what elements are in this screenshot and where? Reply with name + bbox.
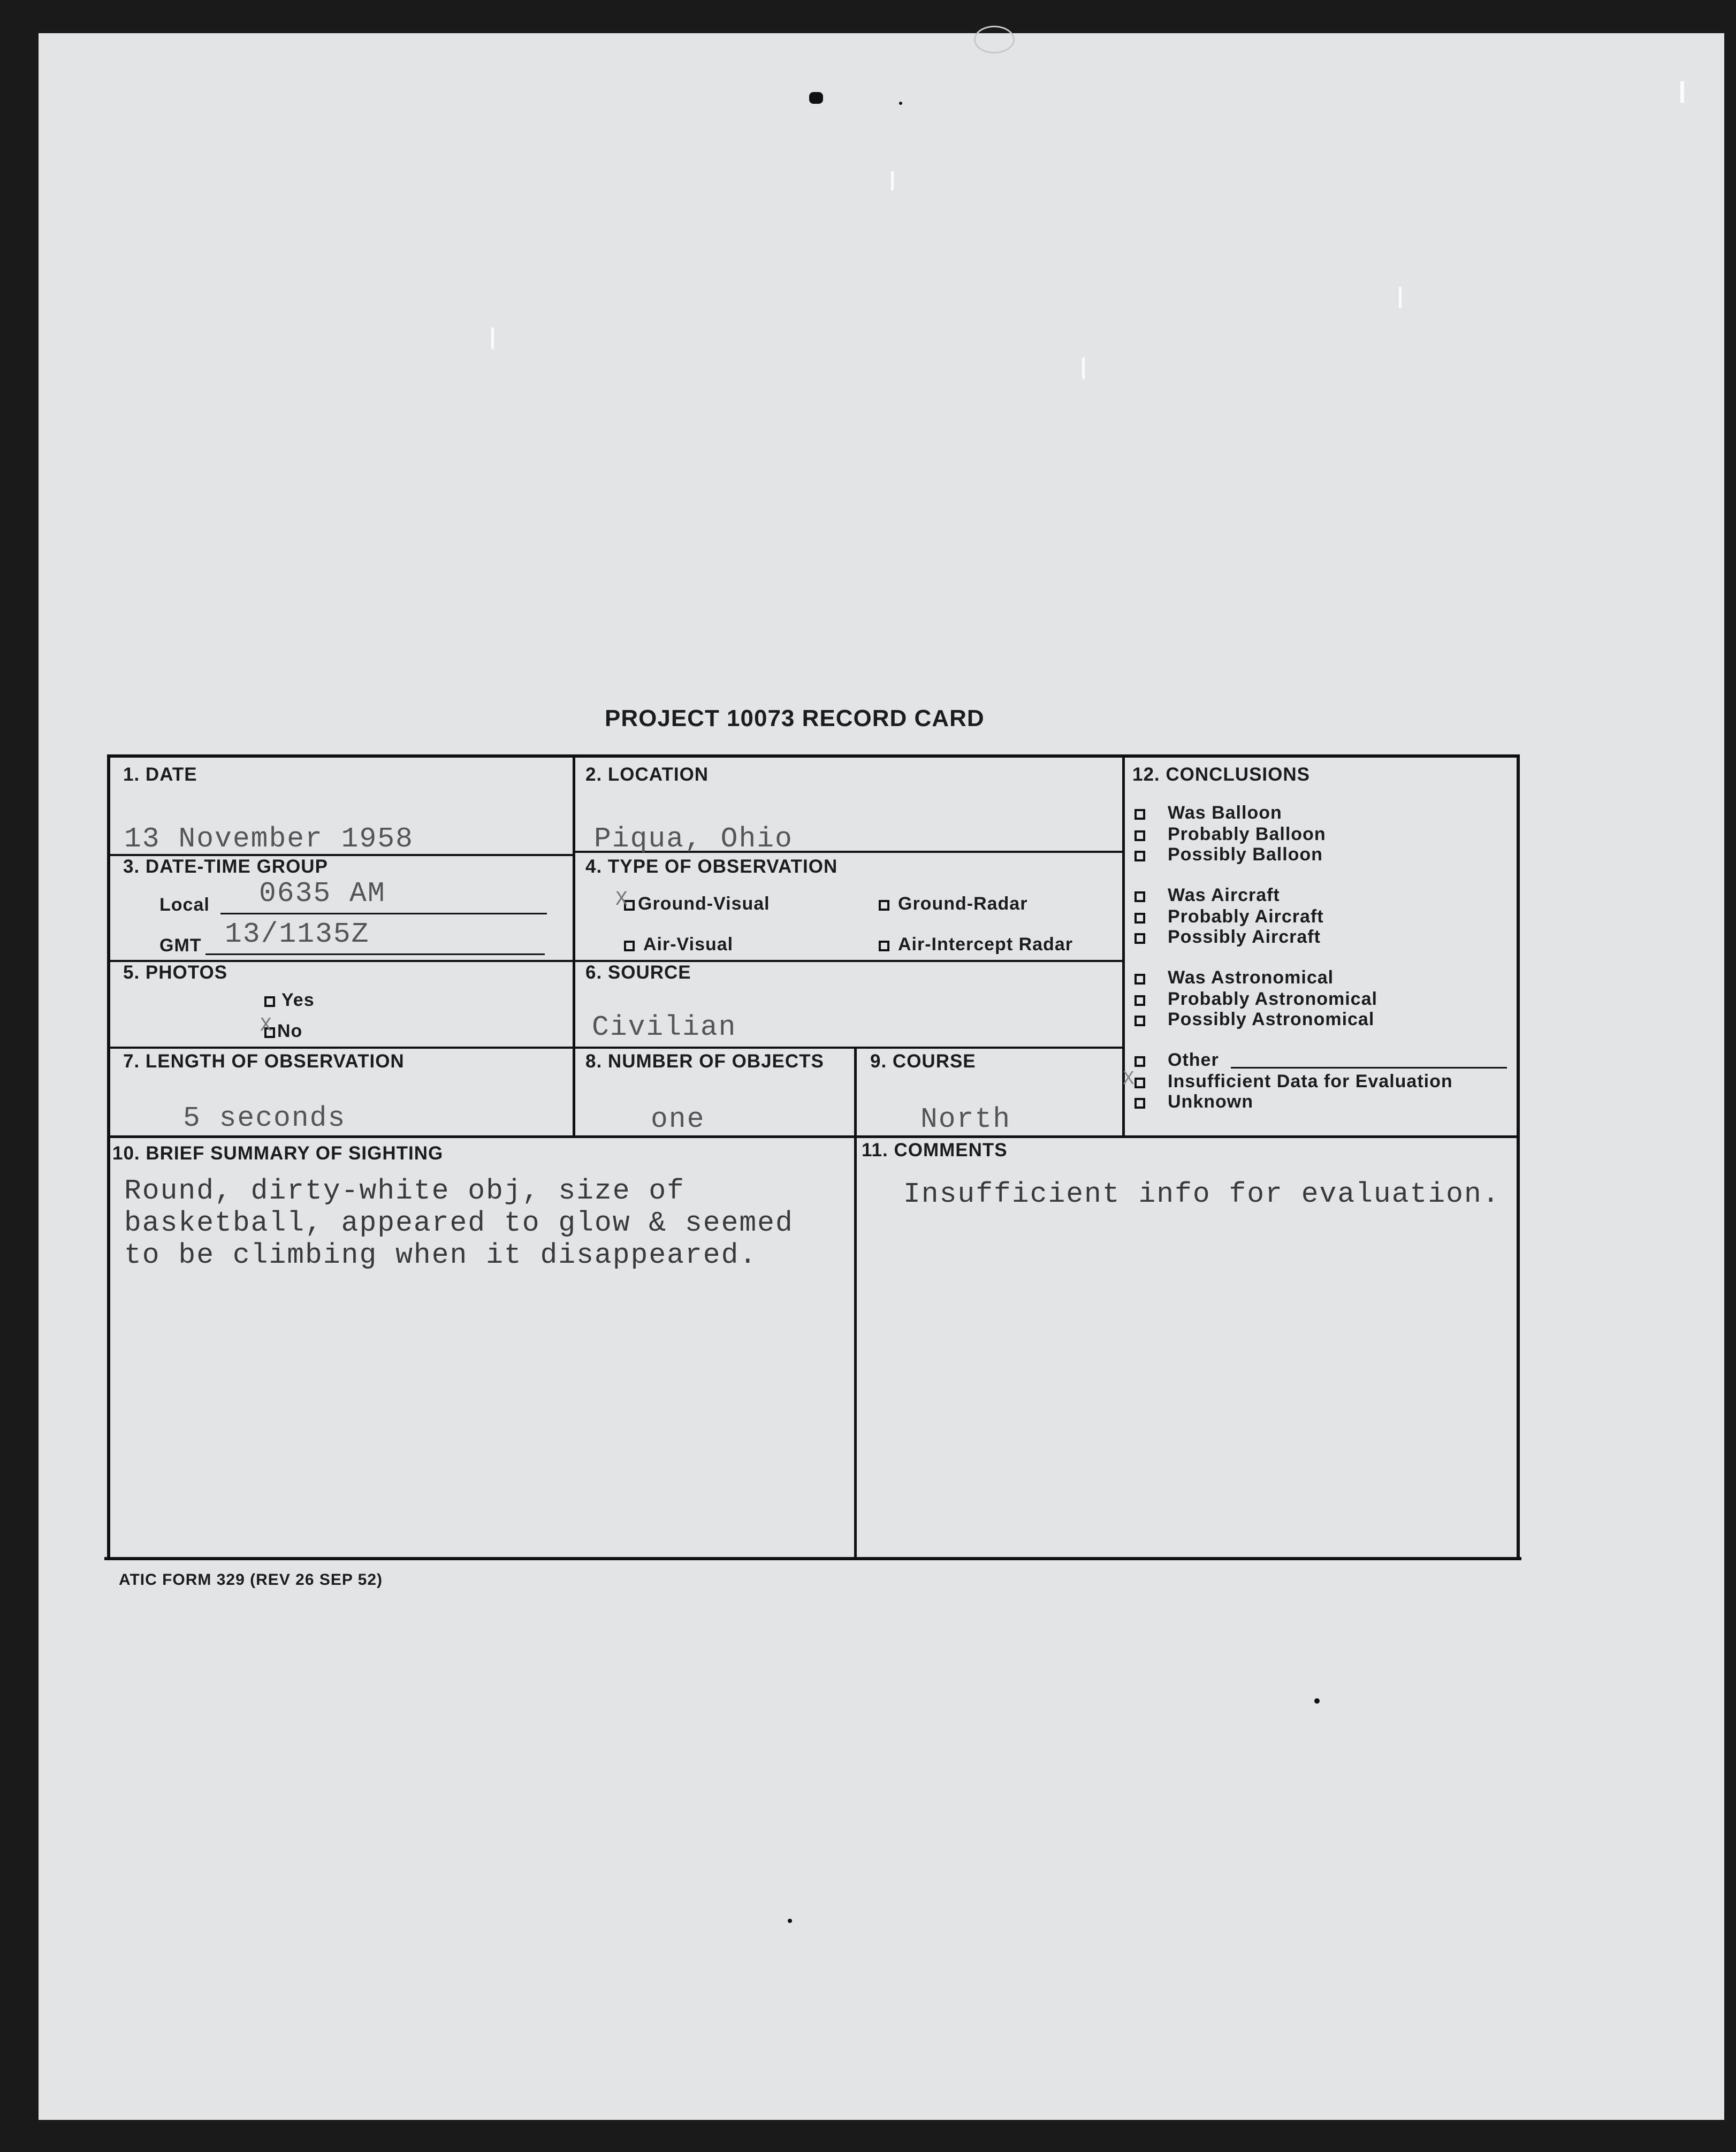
scan-mark	[491, 327, 494, 349]
date-label: 1. DATE	[123, 764, 197, 785]
other-underline	[1231, 1067, 1507, 1069]
type-option-ground-visual[interactable]: Ground-Visual	[624, 894, 770, 914]
film-edge-top	[0, 0, 1736, 33]
scan-mark	[1680, 81, 1684, 103]
objects-label: 8. NUMBER OF OBJECTS	[585, 1051, 824, 1072]
ink-dot	[788, 1919, 792, 1923]
location-label: 2. LOCATION	[585, 764, 709, 785]
card-title: PROJECT 10073 RECORD CARD	[605, 705, 985, 731]
source-label: 6. SOURCE	[585, 962, 691, 983]
checkbox-was-astronomical[interactable]	[1135, 974, 1145, 985]
checkbox-possibly-balloon[interactable]	[1135, 851, 1145, 861]
form-border-top	[110, 754, 1517, 758]
dtg-local-label: Local	[159, 895, 210, 915]
form-number: ATIC FORM 329 (REV 26 SEP 52)	[119, 1571, 383, 1589]
ink-dot	[1314, 1698, 1320, 1704]
summary-line-1: Round, dirty-white obj, size of	[124, 1175, 685, 1207]
form-border-left	[107, 754, 110, 1560]
divider-h-main	[110, 1135, 1518, 1138]
checkbox-air-visual[interactable]	[624, 941, 635, 951]
length-value: 5 seconds	[183, 1102, 346, 1134]
scan-mark	[1082, 357, 1085, 379]
type-label: 4. TYPE OF OBSERVATION	[585, 856, 838, 877]
film-edge-bottom	[0, 2120, 1736, 2152]
type-checkmark: X	[615, 888, 629, 911]
checkbox-was-balloon[interactable]	[1135, 809, 1145, 820]
dtg-gmt-underline	[205, 953, 545, 955]
summary-line-2: basketball, appeared to glow & seemed	[124, 1207, 794, 1239]
film-edge-left	[0, 0, 39, 2152]
checkbox-probably-astronomical[interactable]	[1135, 995, 1145, 1006]
dtg-gmt-value: 13/1135Z	[225, 918, 370, 950]
type-option-air-visual[interactable]: Air-Visual	[624, 934, 733, 955]
checkbox-other[interactable]	[1135, 1056, 1145, 1067]
checkbox-possibly-astronomical[interactable]	[1135, 1016, 1145, 1026]
summary-line-3: to be climbing when it disappeared.	[124, 1239, 758, 1271]
length-label: 7. LENGTH OF OBSERVATION	[123, 1051, 405, 1072]
dtg-local-value: 0635 AM	[259, 877, 386, 910]
photos-option-no[interactable]: No	[264, 1021, 302, 1042]
course-value: North	[920, 1103, 1011, 1135]
checkbox-unknown[interactable]	[1135, 1098, 1145, 1109]
date-value: 13 November 1958	[124, 823, 414, 855]
conclusion-insufficient-data[interactable]: Insufficient Data for Evaluation	[1135, 1071, 1453, 1092]
photos-label: 5. PHOTOS	[123, 962, 228, 983]
conclusion-was-aircraft[interactable]: Was Aircraft	[1135, 885, 1280, 906]
type-option-air-intercept-radar[interactable]: Air-Intercept Radar	[879, 934, 1073, 955]
checkbox-insufficient-data[interactable]	[1135, 1078, 1145, 1088]
film-edge-right	[1724, 0, 1736, 2152]
location-value: Piqua, Ohio	[594, 823, 793, 855]
objects-value: one	[651, 1103, 705, 1135]
conclusion-probably-balloon[interactable]: Probably Balloon	[1135, 824, 1326, 845]
checkbox-probably-balloon[interactable]	[1135, 830, 1145, 841]
checkbox-air-intercept-radar[interactable]	[879, 941, 889, 951]
form-border-bottom	[104, 1557, 1521, 1560]
course-label: 9. COURSE	[870, 1051, 976, 1072]
checkbox-possibly-aircraft[interactable]	[1135, 933, 1145, 944]
comments-label: 11. COMMENTS	[862, 1140, 1008, 1161]
checkbox-probably-aircraft[interactable]	[1135, 913, 1145, 924]
photos-checkmark: X	[260, 1014, 273, 1036]
form-border-right	[1517, 754, 1520, 1560]
ink-blot	[809, 92, 823, 104]
record-card-page	[39, 33, 1724, 2120]
divider-v3	[854, 1048, 857, 1557]
conclusion-other[interactable]: Other	[1135, 1050, 1219, 1071]
scan-mark	[1399, 287, 1402, 308]
conclusion-probably-aircraft[interactable]: Probably Aircraft	[1135, 906, 1324, 927]
dtg-local-underline	[220, 913, 547, 914]
summary-label: 10. BRIEF SUMMARY OF SIGHTING	[112, 1143, 444, 1164]
source-value: Civilian	[592, 1011, 737, 1043]
conclusions-label: 12. CONCLUSIONS	[1132, 764, 1310, 785]
photos-option-yes[interactable]: Yes	[264, 990, 315, 1011]
type-option-ground-radar[interactable]: Ground-Radar	[879, 894, 1027, 914]
divider-h-photos	[110, 1047, 1124, 1049]
conclusion-possibly-aircraft[interactable]: Possibly Aircraft	[1135, 927, 1321, 948]
ink-dot	[899, 102, 902, 105]
checkbox-was-aircraft[interactable]	[1135, 891, 1145, 902]
scan-mark	[891, 171, 894, 190]
conclusion-unknown[interactable]: Unknown	[1135, 1092, 1253, 1112]
conclusion-possibly-astronomical[interactable]: Possibly Astronomical	[1135, 1009, 1374, 1030]
paper-clip-shadow	[974, 26, 1015, 54]
conclusion-probably-astronomical[interactable]: Probably Astronomical	[1135, 989, 1377, 1010]
conclusion-was-balloon[interactable]: Was Balloon	[1135, 803, 1282, 823]
checkbox-photos-yes[interactable]	[264, 996, 275, 1007]
conclusion-checkmark: X	[1123, 1068, 1136, 1090]
dtg-gmt-label: GMT	[159, 935, 202, 956]
conclusion-possibly-balloon[interactable]: Possibly Balloon	[1135, 844, 1323, 865]
conclusion-was-astronomical[interactable]: Was Astronomical	[1135, 967, 1334, 988]
divider-v1	[573, 754, 575, 1137]
checkbox-ground-radar[interactable]	[879, 900, 889, 911]
comments-value: Insufficient info for evaluation.	[903, 1178, 1501, 1210]
dtg-label: 3. DATE-TIME GROUP	[123, 856, 328, 877]
